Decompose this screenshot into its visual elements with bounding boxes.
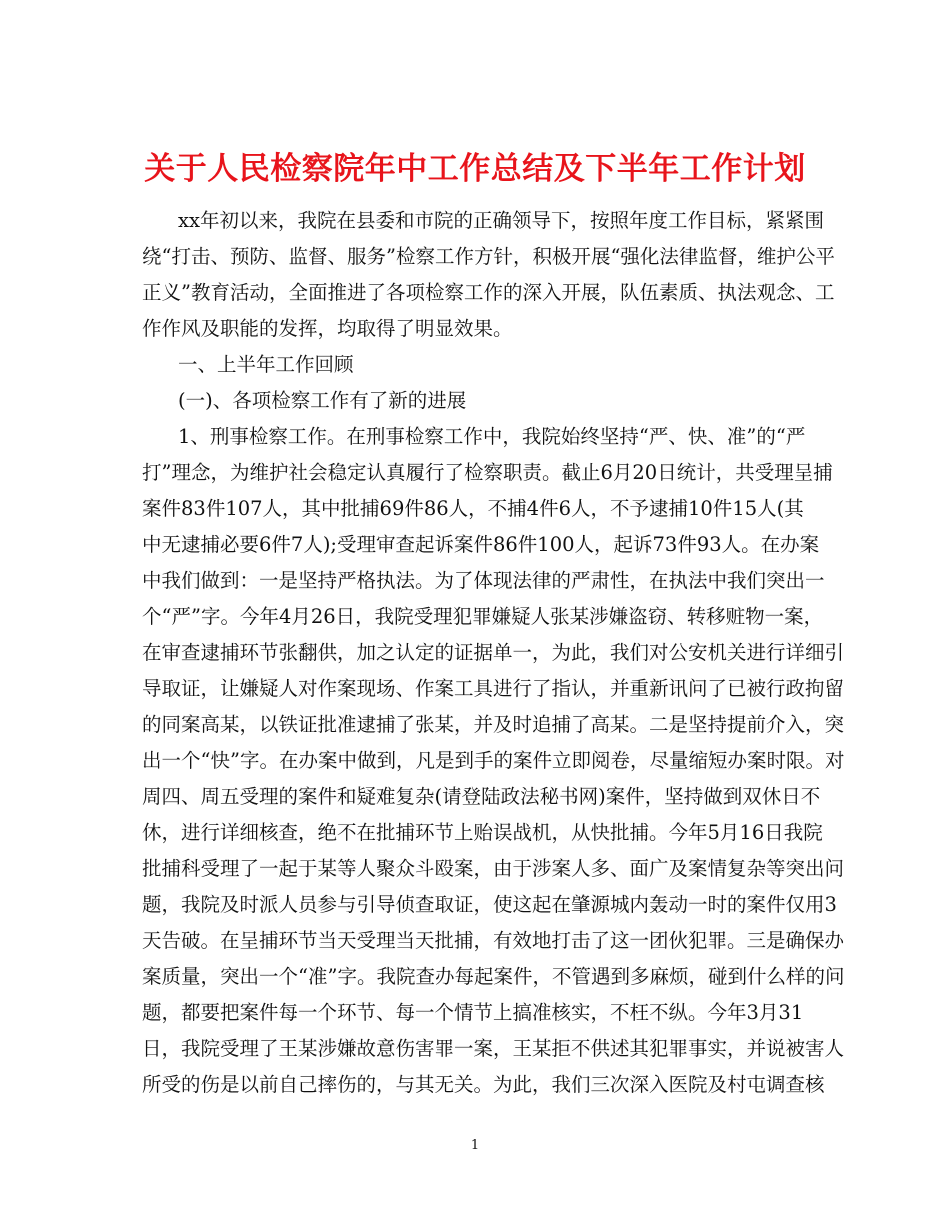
text-line: 绕“打击、预防、监督、服务”检察工作方针，积极开展“强化法律监督，维护公平 xyxy=(142,245,835,268)
text-line: 案质量，突出一个“准”字。我院查办每起案件，不管遇到多麻烦，碰到什么样的问 xyxy=(142,965,845,988)
text-line: 所受的伤是以前自己摔伤的，与其无关。为此，我们三次深入医院及村屯调查核 xyxy=(142,1073,825,1096)
text-line: 在审查逮捕环节张翻供，加之认定的证据单一，为此，我们对公安机关进行详细引 xyxy=(142,641,845,664)
text-line: 正义”教育活动，全面推进了各项检察工作的深入开展，队伍素质、执法观念、工 xyxy=(142,281,835,304)
text-line: 一、上半年工作回顾 xyxy=(178,353,354,376)
page-number: 1 xyxy=(470,1138,480,1153)
text-line: 导取证，让嫌疑人对作案现场、作案工具进行了指认，并重新讯问了已被行政拘留 xyxy=(142,677,845,700)
text-line: 出一个“快”字。在办案中做到，凡是到手的案件立即阅卷，尽量缩短办案时限。对 xyxy=(142,749,845,772)
text-line: 案件83件107人，其中批捕69件86人，不捕4件6人，不予逮捕10件15人(其 xyxy=(142,497,804,520)
text-line: 批捕科受理了一起于某等人聚众斗殴案，由于涉案人多、面广及案情复杂等突出问 xyxy=(142,857,845,880)
text-line: 个“严”字。今年4月26日，我院受理犯罪嫌疑人张某涉嫌盗窃、转移赃物一案， xyxy=(142,605,824,628)
text-line: 中无逮捕必要6件7人);受理审查起诉案件86件100人，起诉73件93人。在办案 xyxy=(142,533,820,556)
text-line: 题，都要把案件每一个环节、每一个情节上搞准核实，不枉不纵。今年3月31 xyxy=(142,1001,804,1024)
text-line: 天告破。在呈捕环节当天受理当天批捕，有效地打击了这一团伙犯罪。三是确保办 xyxy=(142,929,845,952)
text-line: 休，进行详细核查，绝不在批捕环节上贻误战机，从快批捕。今年5月16日我院 xyxy=(142,821,823,844)
text-line: (一)、各项检察工作有了新的进展 xyxy=(178,389,467,412)
text-line: 打”理念，为维护社会稳定认真履行了检察职责。截止6月20日统计，共受理呈捕 xyxy=(142,461,833,484)
text-line: 1、刑事检察工作。在刑事检察工作中，我院始终坚持“严、快、准”的“严 xyxy=(178,425,806,448)
text-line: xx年初以来，我院在县委和市院的正确领导下，按照年度工作目标，紧紧围 xyxy=(178,209,824,232)
text-line: 中我们做到：一是坚持严格执法。为了体现法律的严肃性，在执法中我们突出一 xyxy=(142,569,825,592)
text-line: 日，我院受理了王某涉嫌故意伤害罪一案，王某拒不供述其犯罪事实，并说被害人 xyxy=(142,1037,845,1060)
text-line: 的同案高某，以铁证批准逮捕了张某，并及时追捕了高某。二是坚持提前介入，突 xyxy=(142,713,845,736)
text-line: 作作风及职能的发挥，均取得了明显效果。 xyxy=(142,317,513,340)
text-line: 周四、周五受理的案件和疑难复杂(请登陆政法秘书网)案件，坚持做到双休日不 xyxy=(142,785,821,808)
text-line: 题，我院及时派人员参与引导侦查取证，使这起在肇源城内轰动一时的案件仅用3 xyxy=(142,893,837,916)
document-title: 关于人民检察院年中工作总结及下半年工作计划 xyxy=(144,150,806,187)
document-body xyxy=(142,203,845,1103)
